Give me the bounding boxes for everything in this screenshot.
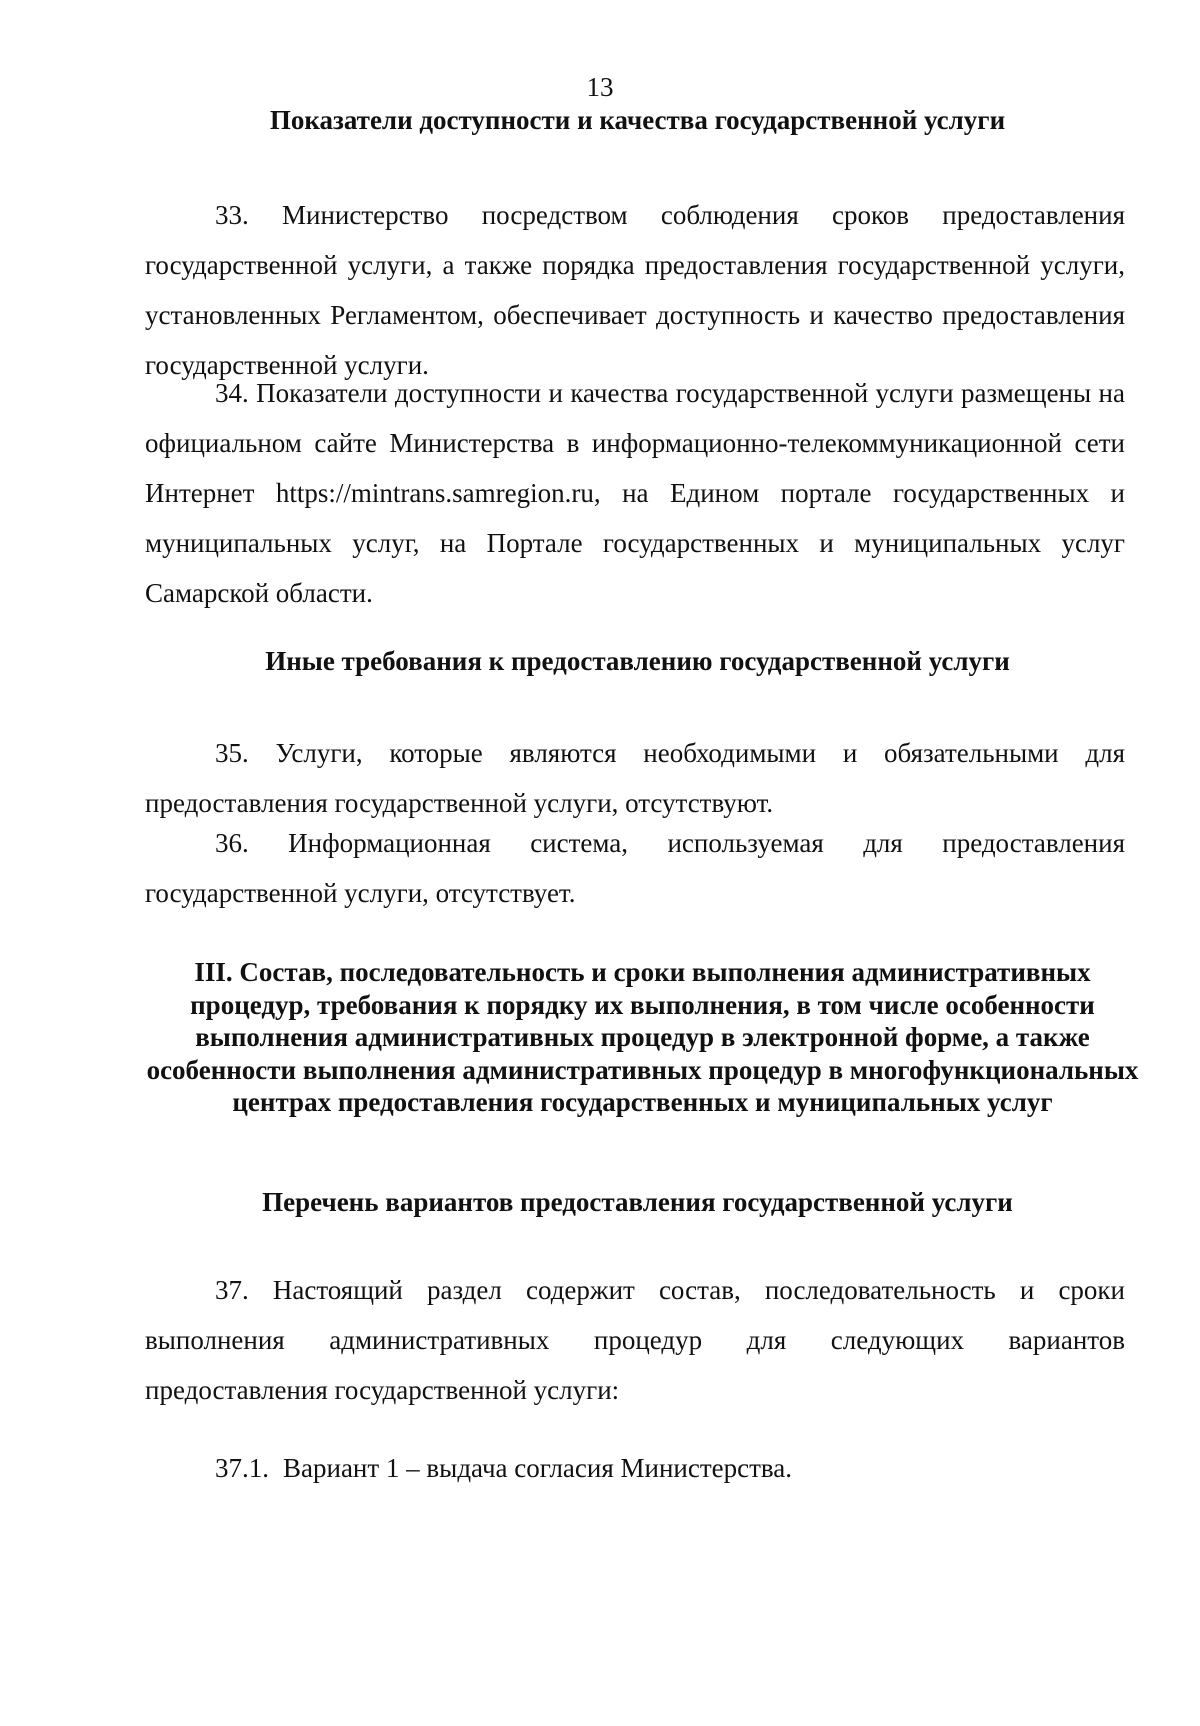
section-heading-variants-list: Перечень вариантов предоставления государственной услуги [262, 1187, 1013, 1217]
chapter-heading-iii: III. Состав, последовательность и сроки выполнения административных процедур, требования к порядку их выполнения, в том числе особенности выполнения административных процедур в электронной форме, а также особенности выполнения административных процедур в многофункциональных центрах предоставления государственных и муниципальных услуг [146, 957, 1139, 1117]
page-number: 13 [586, 72, 614, 102]
paragraph-34: 34. Показатели доступности и качества государственной услуги размещены на официальном сайте Министерства в информационно-телекоммуникационной сети Интернет https://mintrans.samregion.ru, на Едином портале государственных и муниципальных услуг, на Портале государственных и муниципальных услуг Самарской области. [145, 378, 1125, 608]
paragraph-35: 35. Услуги, которые являются необходимыми и обязательными для предоставления государственной услуги, отсутствуют. [145, 738, 1125, 818]
paragraph-33: 33. Министерство посредством соблюдения сроков предоставления государственной услуги, а также порядка предоставления государственной услуги, установленных Регламентом, обеспечивает доступность и качество предоставления государственной услуги. [145, 200, 1125, 380]
list-item-text: Вариант 1 – выдача согласия Министерства. [283, 1453, 793, 1483]
list-item-37-1 [215, 1443, 792, 1493]
paragraph-36: 36. Информационная система, используемая для предоставления государственной услуги, отсутствует. [145, 828, 1125, 908]
list-item-number: 37.1. [215, 1453, 269, 1483]
section-heading-availability-quality: Показатели доступности и качества государственной услуги [269, 105, 1006, 135]
paragraph-37: 37. Настоящий раздел содержит состав, последовательность и сроки выполнения административных процедур для следующих вариантов предоставления государственной услуги: [145, 1275, 1125, 1405]
section-heading-other-requirements: Иные требования к предоставлению государственной услуги [265, 646, 1010, 676]
